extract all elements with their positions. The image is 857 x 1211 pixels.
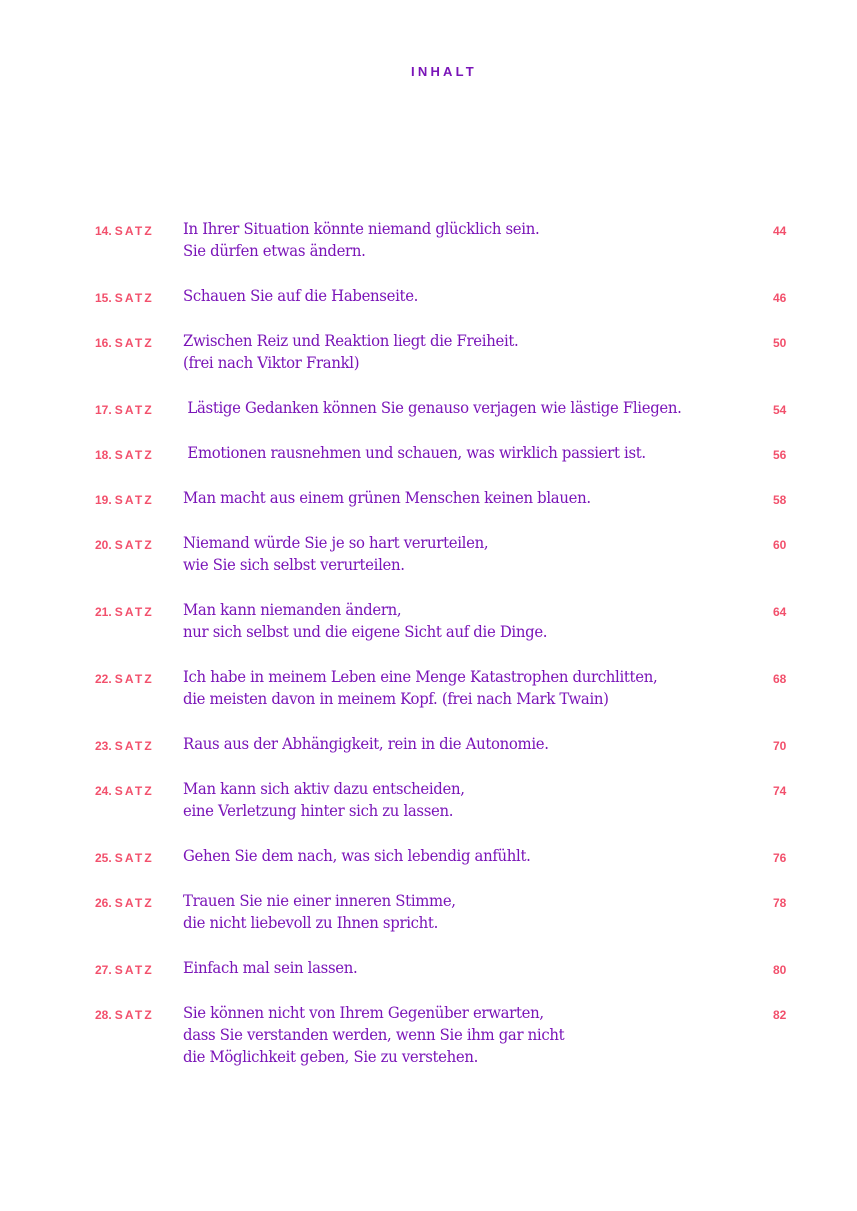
entry-page-number: 60 [773,538,787,552]
entry-word: SATZ [114,291,154,305]
entry-page-number: 68 [773,672,787,686]
entry-label [95,851,154,865]
entry-label [95,784,154,798]
toc-entry[interactable] [0,218,857,262]
entry-title-line: Niemand würde Sie je so hart verurteilen, [183,533,489,552]
entry-word: SATZ [114,448,154,462]
entry-page-number: 44 [773,224,787,238]
entry-number: 17. [95,403,112,417]
entry-number: 22. [95,672,112,686]
entry-title-line: wie Sie sich selbst verurteilen. [183,555,405,574]
entry-title-line: Einfach mal sein lassen. [183,958,358,977]
entry-title-line: Lästige Gedanken können Sie genauso verjagen wie lästige Fliegen. [183,398,682,417]
entry-title [183,532,488,576]
entry-label [95,605,154,619]
entry-title-line: nur sich selbst und die eigene Sicht auf die Dinge. [183,622,548,641]
entry-title [183,845,531,867]
entry-number: 25. [95,851,112,865]
toc-entry[interactable] [0,532,857,576]
entry-title-line: die meisten davon in meinem Kopf. (frei nach Mark Twain) [183,689,609,708]
entry-title [183,957,357,979]
entry-title-line: Man macht aus einem grünen Menschen keinen blauen. [183,488,591,507]
entry-title [183,218,539,262]
entry-title [183,397,682,419]
entry-label [95,538,154,552]
entry-label [95,672,154,686]
entry-title-line: die nicht liebevoll zu Ihnen spricht. [183,913,438,932]
entry-number: 21. [95,605,112,619]
entry-title-line: Schauen Sie auf die Habenseite. [183,286,419,305]
entry-title-line: die Möglichkeit geben, Sie zu verstehen. [183,1047,479,1066]
toc-entry[interactable] [0,957,857,979]
entry-title-line: Sie können nicht von Ihrem Gegenüber erwarten, [183,1003,544,1022]
entry-label [95,1008,154,1022]
toc-entry[interactable] [0,1002,857,1068]
entry-number: 28. [95,1008,112,1022]
page-title: INHALT [411,64,477,79]
toc-entry[interactable] [0,397,857,419]
entry-word: SATZ [114,1008,154,1022]
entry-title [183,666,657,710]
entry-page-number: 46 [773,291,787,305]
entry-title [183,285,418,307]
entry-page-number: 56 [773,448,787,462]
entry-title-line: Man kann sich aktiv dazu entscheiden, [183,779,465,798]
entry-page-number: 58 [773,493,787,507]
entry-page-number: 74 [773,784,787,798]
entry-word: SATZ [114,538,154,552]
toc-entry[interactable] [0,285,857,307]
entry-page-number: 82 [773,1008,787,1022]
entry-title-line: Raus aus der Abhängigkeit, rein in die Autonomie. [183,734,549,753]
entry-page-number: 50 [773,336,787,350]
entry-title [183,442,646,464]
toc-entry[interactable] [0,733,857,755]
entry-title-line: Zwischen Reiz und Reaktion liegt die Freiheit. [183,331,519,350]
toc-entry[interactable] [0,845,857,867]
entry-number: 18. [95,448,112,462]
entry-title [183,1002,564,1068]
entry-label [95,224,154,238]
entry-label [95,448,154,462]
entry-page-number: 76 [773,851,787,865]
toc-entry[interactable] [0,442,857,464]
entry-page-number: 78 [773,896,787,910]
entry-word: SATZ [114,784,154,798]
entry-title-line: Ich habe in meinem Leben eine Menge Katastrophen durchlitten, [183,667,658,686]
entry-word: SATZ [114,493,154,507]
entry-title-line: dass Sie verstanden werden, wenn Sie ihm gar nicht [183,1025,565,1044]
entry-title [183,733,549,755]
entry-page-number: 64 [773,605,787,619]
entry-label [95,963,154,977]
entry-label [95,403,154,417]
entry-number: 27. [95,963,112,977]
entry-title-line: eine Verletzung hinter sich zu lassen. [183,801,454,820]
entry-number: 20. [95,538,112,552]
entry-word: SATZ [114,336,154,350]
toc-entry[interactable] [0,666,857,710]
entry-number: 23. [95,739,112,753]
entry-number: 15. [95,291,112,305]
toc-entry[interactable] [0,890,857,934]
toc-entry[interactable] [0,330,857,374]
entry-title-line: Trauen Sie nie einer inneren Stimme, [183,891,456,910]
toc-entry[interactable] [0,599,857,643]
entry-page-number: 54 [773,403,787,417]
entry-number: 26. [95,896,112,910]
entry-word: SATZ [114,403,154,417]
entry-title-line: In Ihrer Situation könnte niemand glücklich sein. [183,219,540,238]
entry-title-line: Sie dürfen etwas ändern. [183,241,366,260]
entry-word: SATZ [114,672,154,686]
entry-title-line: Gehen Sie dem nach, was sich lebendig anfühlt. [183,846,531,865]
entry-title-line: Emotionen rausnehmen und schauen, was wirklich passiert ist. [183,443,646,462]
entry-number: 24. [95,784,112,798]
entry-number: 19. [95,493,112,507]
entry-title [183,890,456,934]
table-of-contents [0,218,857,1091]
entry-word: SATZ [114,739,154,753]
entry-label [95,291,154,305]
toc-entry[interactable] [0,487,857,509]
entry-label [95,896,154,910]
toc-entry[interactable] [0,778,857,822]
entry-title-line: Man kann niemanden ändern, [183,600,402,619]
entry-page-number: 70 [773,739,787,753]
entry-label [95,493,154,507]
entry-page-number: 80 [773,963,787,977]
entry-number: 14. [95,224,112,238]
entry-title-line: (frei nach Viktor Frankl) [183,353,360,372]
entry-number: 16. [95,336,112,350]
entry-word: SATZ [114,851,154,865]
entry-title [183,778,465,822]
entry-title [183,330,518,374]
entry-word: SATZ [114,963,154,977]
entry-title [183,599,547,643]
entry-title [183,487,591,509]
entry-word: SATZ [114,605,154,619]
entry-label [95,336,154,350]
entry-label [95,739,154,753]
entry-word: SATZ [114,896,154,910]
entry-word: SATZ [114,224,154,238]
